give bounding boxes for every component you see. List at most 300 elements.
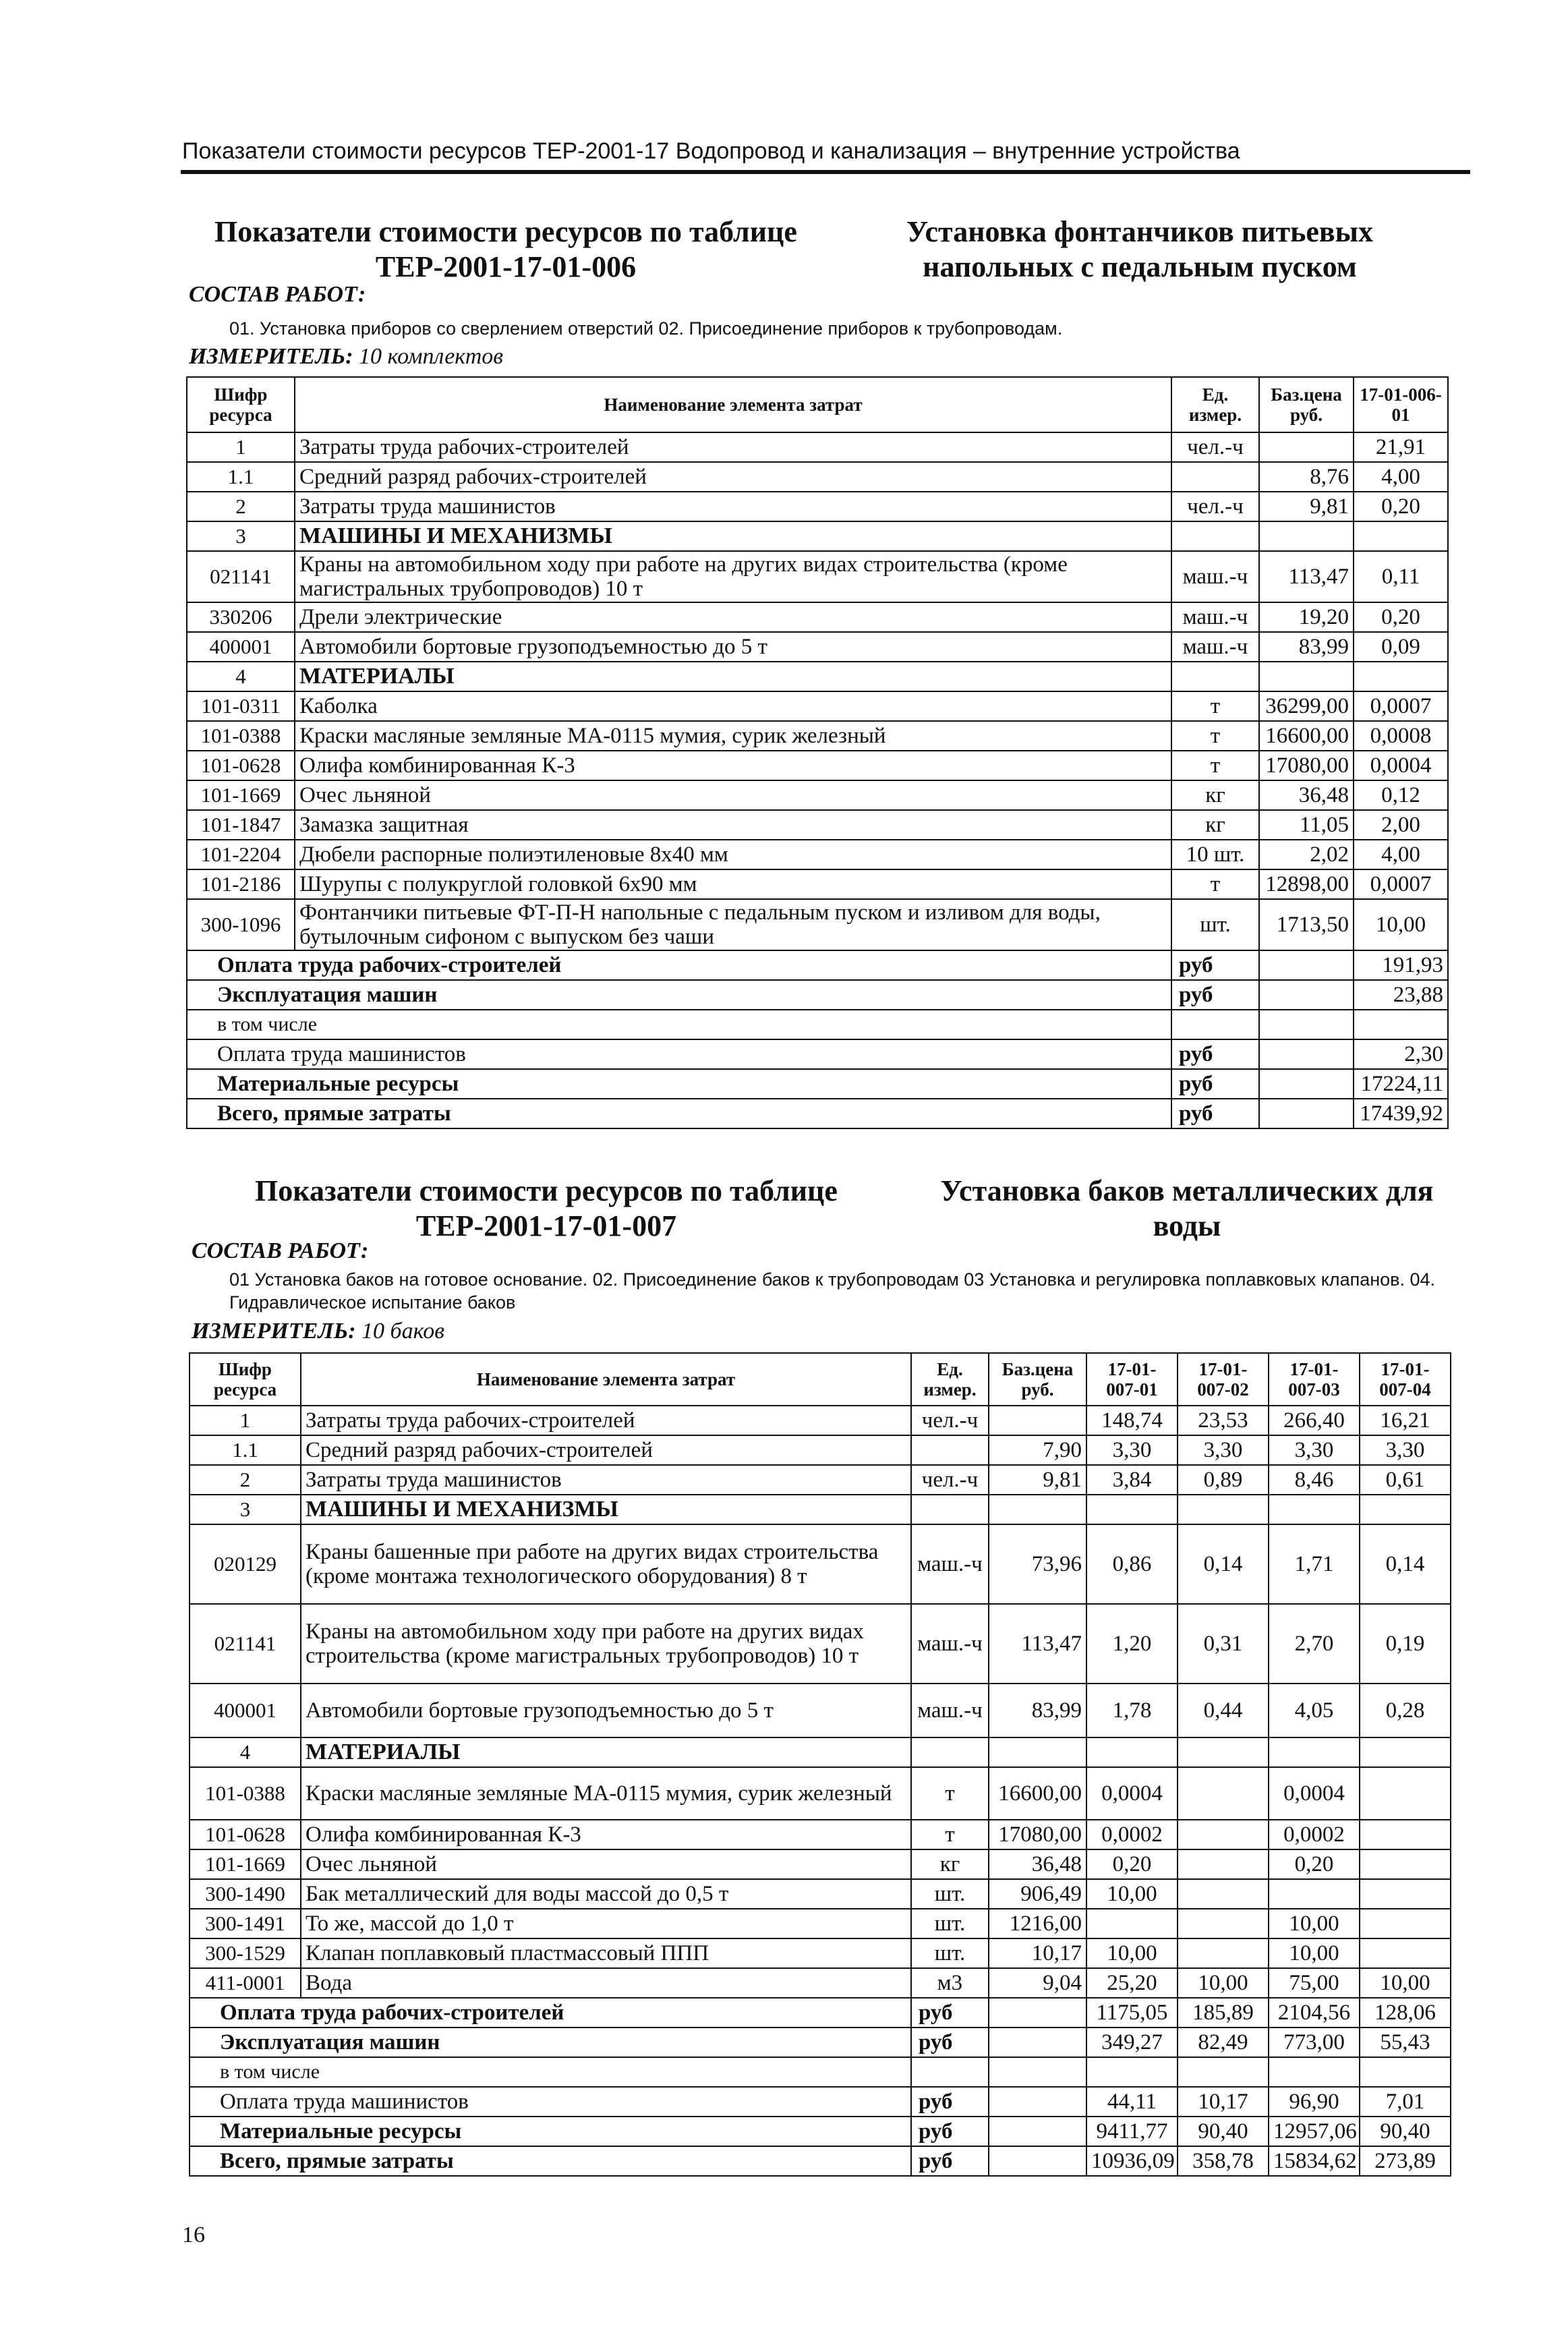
resource-code: 1.1 [190,1435,301,1465]
summary-name: Оплата труда машинистов [187,1039,1171,1069]
summary-value [1178,2057,1269,2087]
summary-row [190,2087,1451,2117]
cost-element-name: Затраты труда машинистов [295,492,1171,521]
base-price: 83,99 [989,1684,1086,1737]
unit-of-measure [911,1737,989,1767]
norm-value: 4,05 [1269,1684,1360,1737]
norm-value: 21,91 [1354,432,1448,462]
base-price: 1713,50 [1259,899,1354,950]
base-price: 11,05 [1259,810,1354,840]
norm-value: 8,46 [1269,1465,1360,1495]
summary-value [1269,2057,1360,2087]
table-row [190,1909,1451,1938]
column-header: Шифр ресурса [187,377,295,432]
summary-value: 17439,92 [1354,1099,1448,1128]
resource-code: 101-1669 [190,1849,301,1879]
summary-row [190,2057,1451,2087]
summary-value: 12957,06 [1269,2117,1360,2146]
norm-value: 0,0002 [1086,1820,1178,1849]
section2-table-body [190,1406,1451,2176]
section1-work-text: 01. Установка приборов со сверлением отверстий 02. Присоединение приборов к трубопроводам. [229,318,1063,339]
unit-of-measure: чел.-ч [1171,492,1259,521]
norm-value: 10,00 [1086,1879,1178,1909]
summary-unit: руб [911,2087,989,2117]
table-row [190,1465,1451,1495]
summary-empty [989,2117,1086,2146]
norm-value: 148,74 [1086,1406,1178,1435]
resource-code: 3 [190,1495,301,1524]
norm-value: 1,78 [1086,1684,1178,1737]
unit-of-measure [1171,662,1259,691]
base-price [989,1737,1086,1767]
summary-value: 349,27 [1086,2028,1178,2057]
summary-value: 17224,11 [1354,1069,1448,1099]
header-rule [181,170,1470,174]
resource-code: 4 [187,662,295,691]
norm-value: 0,20 [1269,1849,1360,1879]
summary-name: Оплата труда рабочих-строителей [190,1998,911,2028]
summary-value: 9411,77 [1086,2117,1178,2146]
cost-element-name: Очес льняной [301,1849,911,1879]
unit-of-measure: маш.-ч [911,1604,989,1684]
resource-code: 101-2204 [187,840,295,869]
unit-of-measure: шт. [911,1909,989,1938]
summary-value: 1175,05 [1086,1998,1178,2028]
resource-code: 101-2186 [187,869,295,899]
table-row [190,1684,1451,1737]
unit-of-measure [911,1435,989,1465]
norm-value [1354,662,1448,691]
norm-value: 0,0007 [1354,869,1448,899]
cost-element-name: Затраты труда рабочих-строителей [295,432,1171,462]
unit-of-measure [1171,521,1259,551]
resource-code: 020129 [190,1524,301,1604]
table-row [190,1406,1451,1435]
unit-of-measure: кг [1171,810,1259,840]
base-price: 17080,00 [1259,751,1354,780]
norm-value: 0,86 [1086,1524,1178,1604]
summary-value: 10936,09 [1086,2146,1178,2176]
norm-value [1360,1879,1451,1909]
norm-value: 1,20 [1086,1604,1178,1684]
summary-row [187,1099,1448,1128]
norm-value [1178,1495,1269,1524]
resource-code: 101-1669 [187,780,295,810]
norm-value [1178,1909,1269,1938]
column-header: Наименование элемента затрат [295,377,1171,432]
norm-value: 3,30 [1360,1435,1451,1465]
base-price: 7,90 [989,1435,1086,1465]
resource-code: 021141 [190,1604,301,1684]
summary-value [1086,2057,1178,2087]
cost-element-name: Вода [301,1968,911,1998]
summary-value: 773,00 [1269,2028,1360,2057]
unit-of-measure: м3 [911,1968,989,1998]
summary-unit: руб [1171,950,1259,980]
unit-of-measure: т [911,1767,989,1820]
summary-value: 128,06 [1360,1998,1451,2028]
norm-value [1360,1909,1451,1938]
cost-element-name: Затраты труда рабочих-строителей [301,1406,911,1435]
cost-element-name: Дрели электрические [295,602,1171,632]
table-row [187,869,1448,899]
resource-code: 101-0388 [187,721,295,751]
resource-code: 101-0388 [190,1767,301,1820]
base-price: 36,48 [989,1849,1086,1879]
norm-value: 1,71 [1269,1524,1360,1604]
table-row [187,551,1448,602]
unit-of-measure: чел.-ч [911,1406,989,1435]
base-price: 2,02 [1259,840,1354,869]
norm-value: 2,00 [1354,810,1448,840]
cost-element-name: МАТЕРИАЛЫ [295,662,1171,691]
table-row [187,662,1448,691]
column-header: 17-01-006-01 [1354,377,1448,432]
section2-work-label: СОСТАВ РАБОТ: [192,1238,369,1263]
summary-empty [989,1998,1086,2028]
cost-element-name: Краны на автомобильном ходу при работе на других видах строительства (кроме магистральных трубопроводов) 10 т [301,1604,911,1684]
norm-value [1178,1849,1269,1879]
summary-empty [989,2087,1086,2117]
table-row [190,1435,1451,1465]
section1-measure [189,344,503,370]
page-number: 16 [182,2222,205,2247]
summary-value: 44,11 [1086,2087,1178,2117]
resource-code: 300-1096 [187,899,295,950]
norm-value [1086,1737,1178,1767]
summary-value: 82,49 [1178,2028,1269,2057]
summary-unit: руб [1171,1099,1259,1128]
norm-value [1269,1737,1360,1767]
norm-value: 2,70 [1269,1604,1360,1684]
cost-element-name: Бак металлический для воды массой до 0,5 т [301,1879,911,1909]
norm-value: 3,84 [1086,1465,1178,1495]
unit-of-measure: шт. [911,1938,989,1968]
section1-measure-label: ИЗМЕРИТЕЛЬ: [189,344,353,369]
cost-element-name: Затраты труда машинистов [301,1465,911,1495]
resource-code: 2 [190,1465,301,1495]
summary-value: 96,90 [1269,2087,1360,2117]
norm-value: 0,20 [1086,1849,1178,1879]
norm-value [1360,1820,1451,1849]
section2-measure [192,1319,444,1344]
table-row [190,1849,1451,1879]
summary-row [187,1039,1448,1069]
summary-name: в том числе [187,1010,1171,1039]
norm-value: 0,31 [1178,1604,1269,1684]
base-price [989,1406,1086,1435]
table-row [190,1767,1451,1820]
base-price: 906,49 [989,1879,1086,1909]
norm-value: 3,30 [1086,1435,1178,1465]
table-row [187,602,1448,632]
section1-table-body [187,432,1448,1128]
norm-value [1269,1879,1360,1909]
base-price: 83,99 [1259,632,1354,662]
summary-empty [1259,1039,1354,1069]
table-row [187,521,1448,551]
norm-value [1360,1767,1451,1820]
cost-element-name: Средний разряд рабочих-строителей [301,1435,911,1465]
summary-empty [989,2028,1086,2057]
summary-value: 2,30 [1354,1039,1448,1069]
summary-value: 55,43 [1360,2028,1451,2057]
norm-value [1178,1737,1269,1767]
unit-of-measure: т [911,1820,989,1849]
summary-value: 15834,62 [1269,2146,1360,2176]
norm-value: 0,0002 [1269,1820,1360,1849]
section2-work-text: 01 Установка баков на готовое основание. 02. Присоединение баков к трубопроводам 03 Установка и регулировка поплавковых клапанов. 04. Гидравлическое испытание баков [229,1269,1436,1313]
unit-of-measure: кг [911,1849,989,1879]
norm-value: 0,28 [1360,1684,1451,1737]
cost-element-name: Краски масляные земляные МА-0115 мумия, сурик железный [301,1767,911,1820]
norm-value: 0,19 [1360,1604,1451,1684]
summary-name: Всего, прямые затраты [187,1099,1171,1128]
summary-empty [1259,980,1354,1010]
norm-value: 0,61 [1360,1465,1451,1495]
section1-table [186,376,1449,1129]
resource-code: 1.1 [187,462,295,492]
base-price: 12898,00 [1259,869,1354,899]
resource-code: 3 [187,521,295,551]
resource-code: 101-0628 [190,1820,301,1849]
summary-value: 10,17 [1178,2087,1269,2117]
summary-unit: руб [1171,1039,1259,1069]
summary-value: 185,89 [1178,1998,1269,2028]
section1-title-left: Показатели стоимости ресурсов по таблице ТЕР-2001-17-01-006 [214,215,797,283]
base-price: 36,48 [1259,780,1354,810]
summary-row [187,980,1448,1010]
norm-value: 0,89 [1178,1465,1269,1495]
resource-code: 300-1529 [190,1938,301,1968]
base-price: 9,81 [1259,492,1354,521]
summary-value [1360,2057,1451,2087]
norm-value [1086,1909,1178,1938]
unit-of-measure [1171,462,1259,492]
summary-empty [1259,1010,1354,1039]
norm-value: 10,00 [1178,1968,1269,1998]
resource-code: 411-0001 [190,1968,301,1998]
summary-row [190,1998,1451,2028]
base-price: 1216,00 [989,1909,1086,1938]
base-price: 16600,00 [1259,721,1354,751]
base-price [989,1495,1086,1524]
section2-measure-value: 10 баков [361,1319,444,1344]
cost-element-name: Олифа комбинированная К-3 [295,751,1171,780]
section1-title-right: Установка фонтанчиков питьевых напольных с педальным пуском [906,215,1374,283]
table-row [190,1495,1451,1524]
norm-value [1360,1849,1451,1879]
unit-of-measure: маш.-ч [1171,632,1259,662]
norm-value: 0,09 [1354,632,1448,662]
column-header: 17-01-007-02 [1178,1353,1269,1406]
summary-value [1354,1010,1448,1039]
unit-of-measure: маш.-ч [1171,602,1259,632]
column-header: Наименование элемента затрат [301,1353,911,1406]
summary-name: Эксплуатация машин [190,2028,911,2057]
table-row [187,432,1448,462]
unit-of-measure: маш.-ч [911,1684,989,1737]
table-header-row [187,377,1448,432]
summary-empty [1259,1099,1354,1128]
summary-name: в том числе [190,2057,911,2087]
resource-code: 101-1847 [187,810,295,840]
summary-row [190,2146,1451,2176]
unit-of-measure: 10 шт. [1171,840,1259,869]
cost-element-name: То же, массой до 1,0 т [301,1909,911,1938]
summary-row [187,1069,1448,1099]
column-header: 17-01-007-01 [1086,1353,1178,1406]
summary-value: 191,93 [1354,950,1448,980]
norm-value: 266,40 [1269,1406,1360,1435]
resource-code: 4 [190,1737,301,1767]
column-header: 17-01-007-03 [1269,1353,1360,1406]
table-row [190,1604,1451,1684]
unit-of-measure: чел.-ч [1171,432,1259,462]
norm-value [1269,1495,1360,1524]
cost-element-name: Олифа комбинированная К-3 [301,1820,911,1849]
norm-value [1354,521,1448,551]
base-price: 73,96 [989,1524,1086,1604]
base-price [1259,432,1354,462]
summary-name: Всего, прямые затраты [190,2146,911,2176]
norm-value: 16,21 [1360,1406,1451,1435]
section2-title-right: Установка баков металлических для воды [940,1174,1434,1242]
base-price: 8,76 [1259,462,1354,492]
norm-value: 0,20 [1354,492,1448,521]
norm-value [1178,1820,1269,1849]
norm-value [1086,1495,1178,1524]
base-price: 113,47 [1259,551,1354,602]
summary-unit: руб [1171,1069,1259,1099]
base-price: 9,04 [989,1968,1086,1998]
summary-name: Материальные ресурсы [187,1069,1171,1099]
cost-element-name: Очес льняной [295,780,1171,810]
cost-element-name: МАШИНЫ И МЕХАНИЗМЫ [301,1495,911,1524]
norm-value [1360,1495,1451,1524]
column-header: Шифр ресурса [190,1353,301,1406]
unit-of-measure: маш.-ч [911,1524,989,1604]
unit-of-measure: маш.-ч [1171,551,1259,602]
running-header: Показатели стоимости ресурсов ТЕР-2001-17 Водопровод и канализация – внутренние устройства [182,138,1240,164]
summary-empty [989,2057,1086,2087]
table-row [190,1879,1451,1909]
table-row [190,1737,1451,1767]
base-price [1259,662,1354,691]
summary-value: 7,01 [1360,2087,1451,2117]
cost-element-name: Дюбели распорные полиэтиленовые 8х40 мм [295,840,1171,869]
summary-name: Оплата труда машинистов [190,2087,911,2117]
norm-value: 10,00 [1354,899,1448,950]
summary-empty [1259,1069,1354,1099]
base-price: 113,47 [989,1604,1086,1684]
norm-value: 75,00 [1269,1968,1360,1998]
norm-value: 25,20 [1086,1968,1178,1998]
section1-measure-value: 10 комплектов [359,344,504,369]
summary-unit: руб [911,2146,989,2176]
base-price: 36299,00 [1259,691,1354,721]
norm-value: 0,0007 [1354,691,1448,721]
cost-element-name: Фонтанчики питьевые ФТ-П-Н напольные с педальным пуском и изливом для воды, бутылочным сифоном с выпуском без чаши [295,899,1171,950]
resource-code: 1 [190,1406,301,1435]
resource-code: 101-0628 [187,751,295,780]
summary-value: 90,40 [1360,2117,1451,2146]
norm-value: 10,00 [1086,1938,1178,1968]
base-price: 19,20 [1259,602,1354,632]
column-header: 17-01-007-04 [1360,1353,1451,1406]
base-price: 17080,00 [989,1820,1086,1849]
table-row [187,840,1448,869]
cost-element-name: Краски масляные земляные МА-0115 мумия, сурик железный [295,721,1171,751]
base-price: 9,81 [989,1465,1086,1495]
resource-code: 1 [187,432,295,462]
summary-value: 273,89 [1360,2146,1451,2176]
cost-element-name: Автомобили бортовые грузоподъемностью до 5 т [295,632,1171,662]
norm-value: 23,53 [1178,1406,1269,1435]
norm-value: 0,0004 [1086,1767,1178,1820]
table-row [190,1938,1451,1968]
norm-value: 0,20 [1354,602,1448,632]
unit-of-measure: т [1171,751,1259,780]
section2-title-left: Показатели стоимости ресурсов по таблице ТЕР-2001-17-01-007 [255,1174,838,1242]
resource-code: 021141 [187,551,295,602]
resource-code: 101-0311 [187,691,295,721]
summary-value: 358,78 [1178,2146,1269,2176]
norm-value: 4,00 [1354,462,1448,492]
base-price [1259,521,1354,551]
table-row [187,899,1448,950]
column-header: Баз.цена руб. [1259,377,1354,432]
unit-of-measure: шт. [911,1879,989,1909]
table-row [187,691,1448,721]
table-row [187,492,1448,521]
summary-name: Материальные ресурсы [190,2117,911,2146]
cost-element-name: Средний разряд рабочих-строителей [295,462,1171,492]
norm-value [1178,1767,1269,1820]
summary-row [190,2028,1451,2057]
summary-unit: руб [911,1998,989,2028]
base-price: 16600,00 [989,1767,1086,1820]
resource-code: 400001 [187,632,295,662]
norm-value: 0,0008 [1354,721,1448,751]
cost-element-name: Каболка [295,691,1171,721]
norm-value: 0,11 [1354,551,1448,602]
summary-unit: руб [1171,980,1259,1010]
unit-of-measure: т [1171,869,1259,899]
norm-value: 0,14 [1360,1524,1451,1604]
norm-value [1178,1938,1269,1968]
summary-unit [1171,1010,1259,1039]
cost-element-name: Замазка защитная [295,810,1171,840]
unit-of-measure [911,1495,989,1524]
norm-value: 3,30 [1269,1435,1360,1465]
table-row [187,751,1448,780]
column-header: Ед. измер. [911,1353,989,1406]
column-header: Ед. измер. [1171,377,1259,432]
norm-value: 10,00 [1269,1938,1360,1968]
summary-value: 90,40 [1178,2117,1269,2146]
cost-element-name: МАТЕРИАЛЫ [301,1737,911,1767]
norm-value: 0,12 [1354,780,1448,810]
summary-empty [1259,950,1354,980]
cost-element-name: МАШИНЫ И МЕХАНИЗМЫ [295,521,1171,551]
cost-element-name: Краны на автомобильном ходу при работе на других видах строительства (кроме магистральных трубопроводов) 10 т [295,551,1171,602]
table-row [187,462,1448,492]
norm-value: 10,00 [1269,1909,1360,1938]
summary-unit: руб [911,2028,989,2057]
section1-work-label: СОСТАВ РАБОТ: [189,282,366,307]
summary-value: 2104,56 [1269,1998,1360,2028]
